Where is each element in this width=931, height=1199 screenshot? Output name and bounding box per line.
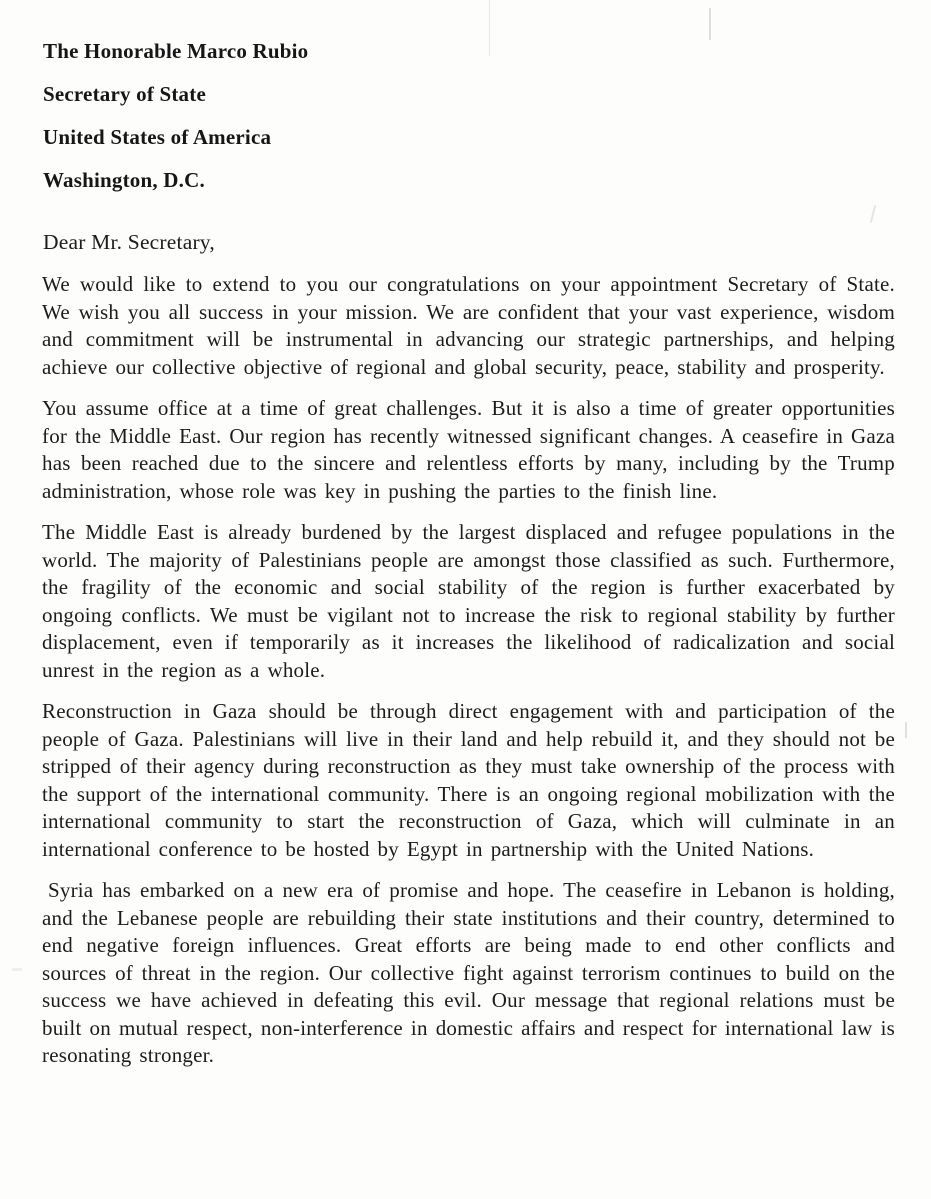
scan-artifact: [870, 205, 876, 223]
scan-artifact: [489, 0, 490, 56]
paragraph-gaza-reconstruction: Reconstruction in Gaza should be through direct engagement with and participation of the people of Gaza. Palestinians will live in their land and help rebuild it, and they should not be stripped of their agency during reconstruction as they must take ownership of the process with the support of the international community. There is an ongoing regional mobilization with the international community to start the reconstruction of Gaza, which will culminate in an international conference to be hosted by Egypt in partnership with the United Nations.: [42, 699, 895, 861]
salutation: Dear Mr. Secretary,: [43, 230, 215, 254]
scan-artifact: [12, 968, 22, 971]
recipient-name: The Honorable Marco Rubio: [43, 39, 309, 63]
paragraph-displacement-refugees: The Middle East is already burdened by the largest displaced and refugee populations in the world. The majority of Palestinians people are amongst those classified as such. Furthermore, the fragility of the economic and social stability of the region is further exacerbated by ongoing conflicts. We must be vigilant not to increase the risk to regional stability by further displacement, even if temporarily as it increases the likelihood of radicalization and social unrest in the region as a whole.: [42, 520, 895, 682]
recipient-address-block: [43, 30, 308, 202]
scan-artifact: [905, 722, 907, 738]
recipient-title: Secretary of State: [43, 82, 206, 106]
paragraph-regional-developments: Syria has embarked on a new era of promise and hope. The ceasefire in Lebanon is holding, and the Lebanese people are rebuilding their state institutions and their country, determined to end negative foreign influences. Great efforts are being made to end other conflicts and sources of threat in the region. Our collective fight against terrorism continues to build on the success we have achieved in defeating this evil. Our message that regional relations must be built on mutual respect, non-interference in domestic affairs and respect for international law is resonating stronger.: [42, 878, 895, 1067]
paragraph-challenges-opportunities: You assume office at a time of great challenges. But it is also a time of greater opportunities for the Middle East. Our region has recently witnessed significant changes. A ceasefire in Gaza has been reached due to the sincere and relentless efforts by many, including by the Trump administration, whose role was key in pushing the parties to the finish line.: [42, 396, 895, 503]
recipient-city: Washington, D.C.: [43, 168, 205, 192]
paragraph-congratulations: We would like to extend to you our congratulations on your appointment Secretary of State. We wish you all success in your mission. We are confident that your vast experience, wisdom and commitment will be instrumental in advancing our strategic partnerships, and helping achieve our collective objective of regional and global security, peace, stability and prosperity.: [42, 272, 895, 379]
letter-body: [42, 271, 895, 1084]
recipient-country: United States of America: [43, 125, 272, 149]
scan-artifact: [709, 8, 711, 40]
